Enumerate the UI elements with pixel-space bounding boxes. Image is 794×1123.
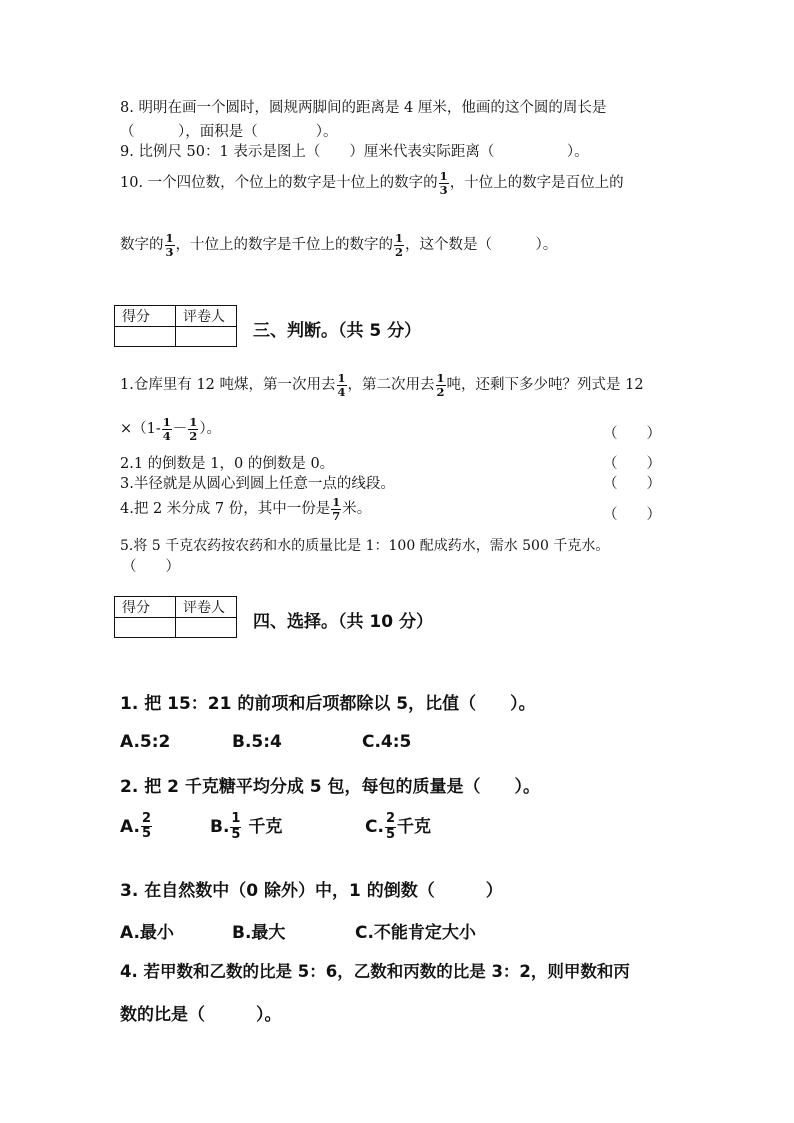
choice-q3-option-c[interactable]: C.不能肯定大小 bbox=[355, 923, 476, 943]
judge-q2: 2.1 的倒数是 1，0 的倒数是 0。 bbox=[120, 456, 335, 472]
choice-q2: 2. 把 2 千克糖平均分成 5 包，每包的质量是（ ）。 bbox=[120, 777, 541, 797]
fraction-one-third: $\frac{1}{3}$ bbox=[439, 169, 448, 197]
judge-q1-line1: 1.仓库里有 12 吨煤，第一次用去 $\frac{1}{4}$ ，第二次用去 $\frac{1}{2}$ 吨，还剩下多少吨？列式是 12 bbox=[120, 371, 644, 399]
fraction-two-fifths: $\frac{2}{5}$ bbox=[141, 811, 151, 842]
answer-paren-1[interactable]: （ ） bbox=[603, 426, 661, 442]
choice-q3-option-a[interactable]: A.最小 bbox=[120, 923, 174, 943]
answer-paren-4[interactable]: （ ） bbox=[603, 507, 661, 523]
fraction-one-half: $\frac{1}{2}$ bbox=[189, 415, 198, 443]
score-cell[interactable] bbox=[115, 618, 176, 638]
answer-paren-2[interactable]: （ ） bbox=[603, 456, 661, 472]
choice-q1-option-c[interactable]: C.4:5 bbox=[362, 732, 412, 752]
question-8-line1: 8. 明明在画一个圆时，圆规两脚间的距离是 4 厘米，他画的这个圆的周长是 bbox=[120, 100, 607, 116]
fraction-one-half: $\frac{1}{2}$ bbox=[395, 231, 404, 259]
choice-q1: 1. 把 15：21 的前项和后项都除以 5，比值（ ）。 bbox=[120, 694, 536, 714]
choice-q2-option-c[interactable]: C. $\frac{2}{5}$ 千克 bbox=[365, 811, 431, 842]
section3-title: 三、判断。（共 5 分） bbox=[253, 321, 422, 341]
choice-q4-line1: 4. 若甲数和乙数的比是 5：6，乙数和丙数的比是 3：2，则甲数和丙 bbox=[120, 962, 630, 981]
section4-title: 四、选择。（共 10 分） bbox=[253, 612, 433, 632]
fraction-one-half: $\frac{1}{2}$ bbox=[436, 371, 445, 399]
answer-paren-5[interactable]: （ ） bbox=[122, 559, 180, 575]
question-10-line1: 10. 一个四位数，个位上的数字是十位上的数字的 $\frac{1}{3}$ ，十位上的数字是百位上的 bbox=[120, 169, 624, 197]
judge-q4: 4.把 2 米分成 7 份，其中一份是 $\frac{1}{7}$ 米。 bbox=[120, 495, 372, 523]
fraction-one-fifth: $\frac{1}{5}$ bbox=[231, 811, 241, 842]
choice-q2-option-a[interactable]: A. $\frac{2}{5}$ bbox=[120, 811, 151, 842]
question-9: 9. 比例尺 50：1 表示是图上（ ）厘米代表实际距离（ ）。 bbox=[120, 144, 589, 160]
fraction-one-seventh: $\frac{1}{7}$ bbox=[332, 495, 341, 523]
score-box-section4: 得分 评卷人 bbox=[114, 596, 237, 638]
fraction-one-quarter: $\frac{1}{4}$ bbox=[162, 415, 171, 443]
judge-q1-line2: ×（1- $\frac{1}{4}$ － $\frac{1}{2}$ ）。 bbox=[120, 415, 222, 443]
choice-q3-option-b[interactable]: B.最大 bbox=[232, 923, 286, 943]
grader-cell[interactable] bbox=[176, 327, 237, 347]
score-box-section3: 得分 评卷人 bbox=[114, 305, 237, 347]
choice-q3: 3. 在自然数中（0 除外）中，1 的倒数（ ） bbox=[120, 881, 503, 901]
score-cell[interactable] bbox=[115, 327, 176, 347]
choice-q4-line2: 数的比是（ ）。 bbox=[120, 1005, 282, 1025]
grader-cell[interactable] bbox=[176, 618, 237, 638]
fraction-one-quarter: $\frac{1}{4}$ bbox=[337, 371, 346, 399]
fraction-one-third: $\frac{1}{3}$ bbox=[165, 231, 174, 259]
choice-q2-option-b[interactable]: B. $\frac{1}{5}$ 千克 bbox=[210, 811, 283, 842]
choice-q1-option-a[interactable]: A.5:2 bbox=[120, 732, 171, 752]
answer-paren-3[interactable]: （ ） bbox=[603, 476, 661, 492]
question-8-line2: （ ），面积是（ ）。 bbox=[120, 124, 338, 140]
judge-q5: 5.将 5 千克农药按农药和水的质量比是 1：100 配成药水，需水 500 千克水。 bbox=[120, 538, 610, 554]
judge-q3: 3.半径就是从圆心到圆上任意一点的线段。 bbox=[120, 476, 395, 492]
fraction-two-fifths: $\frac{2}{5}$ bbox=[385, 811, 395, 842]
question-10-line2: 数字的 $\frac{1}{3}$ ，十位上的数字是千位上的数字的 $\frac{1}{2}$ ，这个数是（ ）。 bbox=[120, 231, 558, 259]
choice-q1-option-b[interactable]: B.5:4 bbox=[232, 732, 282, 752]
